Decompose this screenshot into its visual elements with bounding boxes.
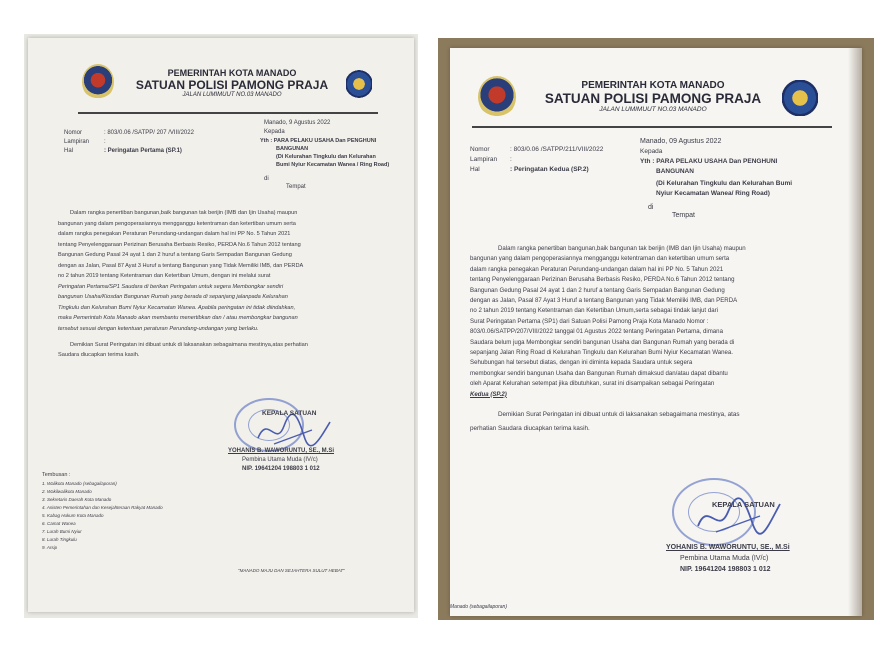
body-line: dalam rangka penegakan Peraturan Perundang-undangan dalam hal ini PP No. 5 Tahun 2021 (58, 231, 291, 237)
signer-name: YOHANIS B. WAWORUNTU, SE., M.Si (228, 448, 335, 454)
body-line: Peringatan Pertama/SP1 Saudara di berikan Peringatan untuk segera Membongkar sendiri (58, 283, 284, 290)
body-line: Dalam rangka penertiban bangunan,baik bangunan tak berijin (IMB dan Ijin Usaha) maupun (70, 210, 298, 216)
satpol-pp-logo (782, 80, 818, 116)
letterhead (118, 68, 346, 98)
body-line: Bangunan Gedung Pasal 24 ayat 1 dan 2 huruf a tentang Garis Sempadan Bangunan Gedung (58, 252, 292, 258)
letterhead-address: JALAN LUMIMUUT NO.03 MANADO (599, 106, 707, 113)
closing-line: Demikian Surat Peringatan ini dibuat untuk di laksanakan sebagaimana mestinya, atas (498, 411, 740, 418)
body-line: sepanjang Jalan Ring Road di Kelurahan Tingkulu dan Kelurahan Bumi Nyiur Kecamatan Wanea. (470, 349, 733, 357)
field-lampiran-value: : (510, 156, 512, 163)
signer-nip: NIP. 19641204 198803 1 012 (242, 466, 320, 472)
letterhead-line1: PEMERINTAH KOTA MANADO (167, 68, 297, 78)
di-label: di (264, 176, 269, 182)
letter-date: Manado, 09 Agustus 2022 (640, 138, 722, 145)
letterhead (526, 80, 780, 113)
signer-rank: Pembina Utama Muda (IV/c) (680, 555, 769, 562)
letter-date: Manado, 9 Agustus 2022 (264, 120, 331, 126)
tempat-label: Tempat (286, 184, 306, 190)
body-line: Bangunan Gedung Pasal 24 ayat 1 dan 2 huruf a tentang Garis Sempadan Bangunan Gedung (470, 286, 725, 294)
closing-paragraph (58, 340, 308, 360)
field-hal-value: : Peringatan Pertama (SP.1) (104, 148, 182, 154)
field-hal-label: Hal (470, 166, 480, 173)
body-line: Tingkulu dan Kelurahan Bumi Nyiur Kecamatan Wanea. Apabila peringatan ini tidak diindahkan, (58, 304, 296, 311)
recipient-line-3: Nyiur Kecamatan Wanea/ Ring Road) (656, 190, 770, 197)
recipient-line-3: Bumi Nyiur Kecamatan Wanea / Ring Road) (276, 162, 390, 168)
field-nomor-label: Nomor (470, 146, 490, 153)
right-document-photo (438, 38, 874, 620)
body-line: bangunan yang dalam pengoperasiannya mengganggu ketentraman dan ketertiban umum serta (470, 255, 730, 263)
kepada-label: Kepada (640, 148, 663, 155)
body-line: tentang Penyelenggaraan Perizinan Berusaha Berbasis Resiko, PERDA No.6 Tahun 2012 tentang (470, 276, 735, 284)
tembusan-item: 9. Arsip (42, 545, 58, 550)
page-edge-shadow (848, 48, 862, 616)
body-line: dalam rangka penegakan Peraturan Perundang-undangan dalam hal ini PP No. 5 Tahun 2021 (470, 265, 724, 273)
field-hal-value: : Peringatan Kedua (SP.2) (510, 166, 589, 173)
tembusan-item: 8. Lurah Tingkulu (42, 537, 77, 542)
satpol-pp-logo (346, 70, 372, 98)
body-line: maka Pemerintah Kota Manado akan membantu menertibkan dan / atau membongkar bangunan (58, 315, 298, 321)
manado-city-logo (478, 76, 516, 118)
letterhead-address: JALAN LUMIMUUT NO.03 MANADO (182, 92, 282, 98)
body-line: dengan as Jalan, Pasal 87 Ayat 3 Huruf a tentang Bangunan yang Tidak Memiliki IMB, dan PERDA (470, 297, 738, 305)
letterhead-rule (78, 112, 378, 114)
closing-line: Saudara diucapkan terima kasih. (58, 352, 140, 358)
letter-body (470, 244, 746, 400)
yth-line: Yth : PARA PELAKU USAHA Dan PENGHUNI (640, 158, 778, 165)
di-label: di (648, 204, 654, 211)
signer-nip: NIP. 19641204 198803 1 012 (680, 566, 771, 573)
tembusan-item: 2. Wakilwalikota Manado (42, 489, 92, 494)
letter-sp1 (28, 38, 414, 612)
body-line: Surat Peringatan Pertama (SP1) dari Satuan Polisi Pamong Praja Kota Manado Nomor : (470, 317, 709, 325)
signer-title: KEPALA SATUAN (262, 410, 317, 417)
tembusan-item: 1. Walikota Manado (sebagailaporan) (42, 481, 117, 486)
letterhead-line2: SATUAN POLISI PAMONG PRAJA (544, 91, 762, 106)
body-line: tersebut sesuai dengan ketentuan peraturan Perundang-undangan yang berlaku. (58, 325, 259, 332)
signer-title: KEPALA SATUAN (712, 500, 775, 509)
kepada-label: Kepada (264, 129, 285, 135)
body-line: no 2 tahun 2019 tentang Ketentraman dan Ketertiban Umum, dengan ini melalui surat (58, 273, 271, 279)
body-line: Kedua (SP.2) (470, 390, 507, 398)
tembusan-item: 3. Sekretaris Daerah Kota Manado (42, 497, 112, 502)
tembusan-title: Tembusan : (42, 472, 71, 478)
body-line: dengan as Jalan, Pasal 87 Ayat 3 Huruf a tentang Bangunan yang Tidak Memiliki IMB, dan PERDA (58, 262, 304, 269)
letterhead-line2: SATUAN POLISI PAMONG PRAJA (135, 78, 329, 92)
field-nomor-label: Nomor (64, 130, 83, 136)
body-line: Saudara belum juga Membongkar sendiri bangunan Usaha dan Bangunan Rumah yang berada di (470, 338, 735, 346)
manado-city-logo (82, 64, 114, 100)
signer-rank: Pembina Utama Muda (IV/c) (242, 457, 318, 463)
recipient-line-2: (Di Kelurahan Tingkulu dan Kelurahan Bumi (656, 180, 793, 187)
field-lampiran-label: Lampiran (470, 156, 498, 163)
recipient-line-1: BANGUNAN (656, 168, 694, 175)
letterhead-line1: PEMERINTAH KOTA MANADO (581, 80, 725, 91)
tempat-label: Tempat (672, 212, 695, 219)
field-hal-label: Hal (64, 148, 74, 154)
closing-line: Demikian Surat Peringatan ini dibuat untuk di laksanakan sebagaimana mestinya,atas perhatian (70, 342, 308, 348)
closing-paragraph (470, 408, 740, 436)
tembusan-item: 7. Lurah Bumi Nyiur (42, 529, 82, 534)
body-line: bangunan yang dalam pengoperasiannya mengganggu ketentraman dan ketertiban umum serta (58, 220, 296, 227)
body-line: Sehubungan hal tersebut diatas, dengan ini diminta kepada Saudara untuk segera (470, 359, 693, 367)
footer-motto: "MANADO MAJU DAN SEJAHTERA SULUT HEBAT" (238, 568, 345, 573)
body-line: oleh Aparat Kelurahan setempat jika dibutuhkan, surat ini disampaikan sebagai Peringatan (470, 380, 715, 388)
body-line: no 2 tahun 2019 tentang Ketentraman dan Ketertiban Umum,serta sebagai tindak lanjut dari (470, 307, 718, 315)
field-nomor-value: : 803/0.06 /SATPP/211/VIII/2022 (510, 146, 604, 153)
recipient-line-2: (Di Kelurahan Tingkulu dan Kelurahan (276, 154, 376, 160)
yth-line: Yth : PARA PELAKU USAHA Dan PENGHUNI (260, 138, 377, 144)
tembusan-item: 4. Asisten Pemerintahan dan Kesejahteraan Rakyat Manado (42, 505, 163, 510)
tembusan-item: 5. Kabag Hukum Kota Manado (42, 513, 104, 518)
tembusan-item: Manado (sebagailaporan) (450, 604, 507, 610)
letter-body (58, 208, 303, 334)
left-document-photo (24, 34, 418, 618)
signer-name: YOHANIS B. WAWORUNTU, SE., M.Si (666, 544, 790, 551)
letterhead-rule (472, 126, 832, 128)
closing-line: perhatian Saudara diucapkan terima kasih. (470, 425, 590, 432)
letter-sp2 (450, 48, 862, 616)
field-lampiran-value: : (104, 139, 106, 145)
field-lampiran-label: Lampiran (64, 139, 90, 145)
body-line: bangunan Usaha/Kiosdan Bangunan Rumah yang berada di sepanjang jalanpada Kelurahan (58, 294, 288, 300)
body-line: 803/0.06/SATPP/207/VIII/2022 tanggal 01 Agustus 2022 tentang Peringatan Pertama, dimana (470, 328, 723, 336)
tembusan-item: 6. Camat Wanea (42, 521, 76, 526)
body-line: membongkar sendiri bangunan Usaha dan Bangunan Rumah dimaksud dan/atau dapat dibantu (470, 369, 728, 377)
field-nomor-value: : 803/0.06 /SATPP/ 207 /VIII/2022 (104, 130, 194, 136)
body-line: Dalam rangka penertiban bangunan,baik bangunan tak berijin (IMB dan Ijin Usaha) maupun (498, 245, 746, 252)
body-line: tentang Penyelenggaraan Perizinan Berusaha Berbasis Resiko, PERDA No.6 Tahun 2012 tentang (58, 241, 301, 248)
recipient-line-1: BANGUNAN (276, 146, 309, 152)
